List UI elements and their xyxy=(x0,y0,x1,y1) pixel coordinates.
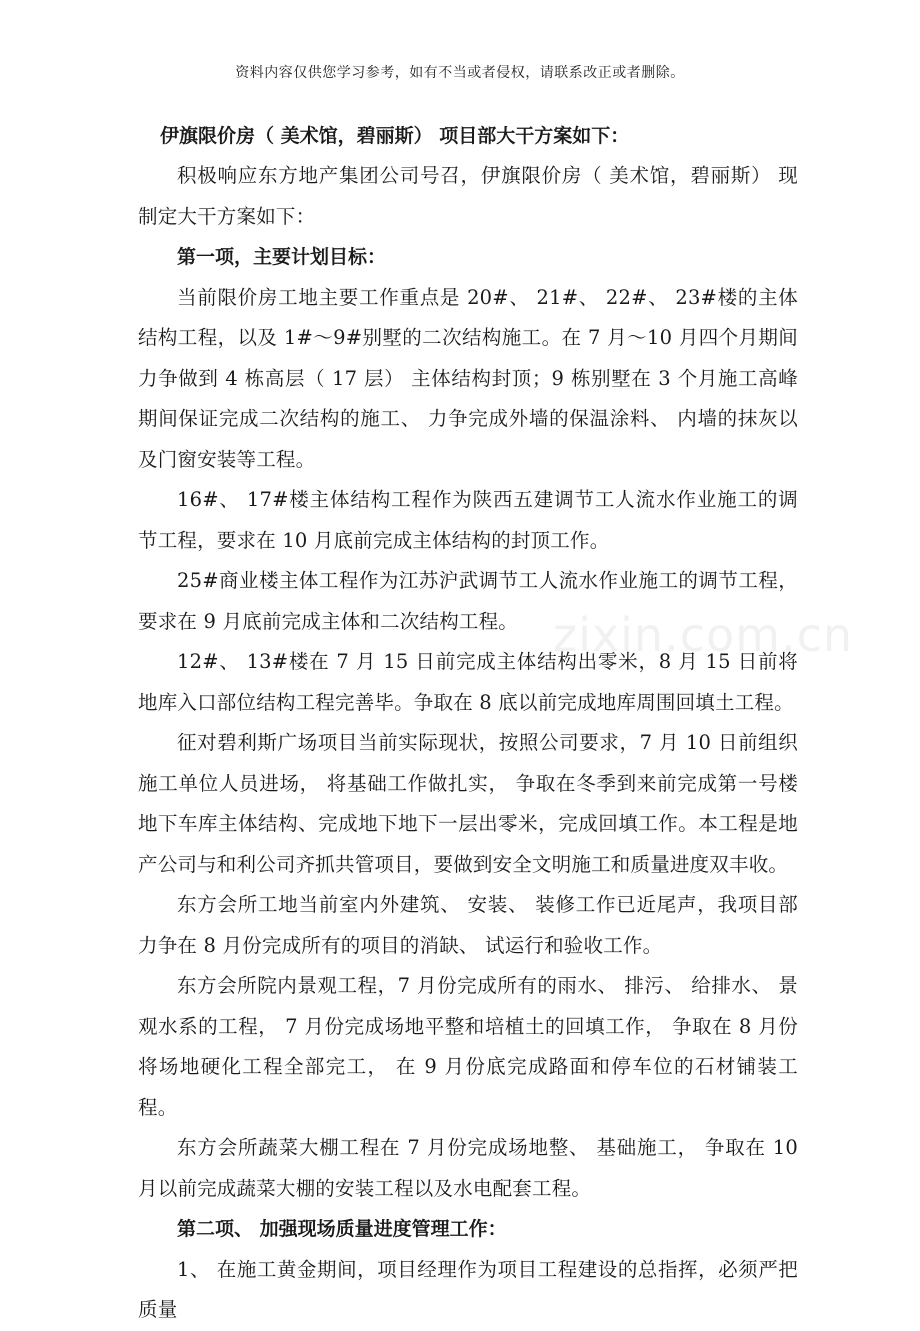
paragraph: 16#、 17#楼主体结构工程作为陕西五建调节工人流水作业施工的调节工程，要求在 10 月底前完成主体结构的封顶工作。 xyxy=(138,488,798,552)
paragraph: 当前限价房工地主要工作重点是 20#、 21#、 22#、 23#楼的主体结构工程，以及 1#～9#别墅的二次结构施工。在 7 月～10 月四个月期间力争做到 4 栋高层（ 17 层） 主体结构封顶；9 栋别墅在 3 个月施工高峰期间保证完成二次结构的施工、 力争完成外墙的保温涂料、 内墙的抹灰以及门窗安装等工程。 xyxy=(138,285,798,471)
paragraph: 东方会所院内景观工程，7 月份完成所有的雨水、 排污、 给排水、 景观水系的工程， 7 月份完成场地平整和培植土的回填工作， 争取在 8 月份将场地硬化工程全部完工， 在 9 月份底完成路面和停车位的石材铺装工程。 xyxy=(138,974,798,1119)
paragraph: 12#、 13#楼在 7 月 15 日前完成主体结构出零米，8 月 15 日前将地库入口部位结构工程完善毕。争取在 8 底以前完成地库周围回填土工程。 xyxy=(138,650,798,714)
paragraph: 东方会所工地当前室内外建筑、 安装、 装修工作已近尾声，我项目部力争在 8 月份完成所有的项目的消缺、 试运行和验收工作。 xyxy=(138,893,798,957)
section-1-heading: 第一项，主要计划目标： xyxy=(177,246,387,268)
section-2-heading: 第二项、 加强现场质量进度管理工作： xyxy=(177,1218,507,1240)
intro-paragraph: 积极响应东方地产集团公司号召，伊旗限价房（ 美术馆，碧丽斯） 现制定大干方案如下： xyxy=(138,164,798,228)
watermark-text: zixin.com.cn xyxy=(553,608,854,662)
document-body xyxy=(138,116,798,1331)
paragraph: 25#商业楼主体工程作为江苏沪武调节工人流水作业施工的调节工程， 要求在 9 月底前完成主体和二次结构工程。 xyxy=(138,569,798,633)
paragraph-last: 1、 在施工黄金期间，项目经理作为项目工程建设的总指挥，必须严把质量 xyxy=(138,1257,798,1321)
document-title: 伊旗限价房（ 美术馆，碧丽斯） 项目部大干方案如下： xyxy=(160,125,630,147)
paragraph: 东方会所蔬菜大棚工程在 7 月份完成场地整、 基础施工， 争取在 10 月以前完成蔬菜大棚的安装工程以及水电配套工程。 xyxy=(138,1136,798,1200)
paragraph: 征对碧利斯广场项目当前实际现状，按照公司要求，7 月 10 日前组织施工单位人员进场， 将基础工作做扎实， 争取在冬季到来前完成第一号楼地下车库主体结构、完成地下地下一层出零米，完成回填工作。本工程是地产公司与和利公司齐抓共管项目，要做到安全文明施工和质量进度双丰收。 xyxy=(138,731,798,876)
header-disclaimer: 资料内容仅供您学习参考，如有不当或者侵权，请联系改正或者删除。 xyxy=(235,65,685,81)
